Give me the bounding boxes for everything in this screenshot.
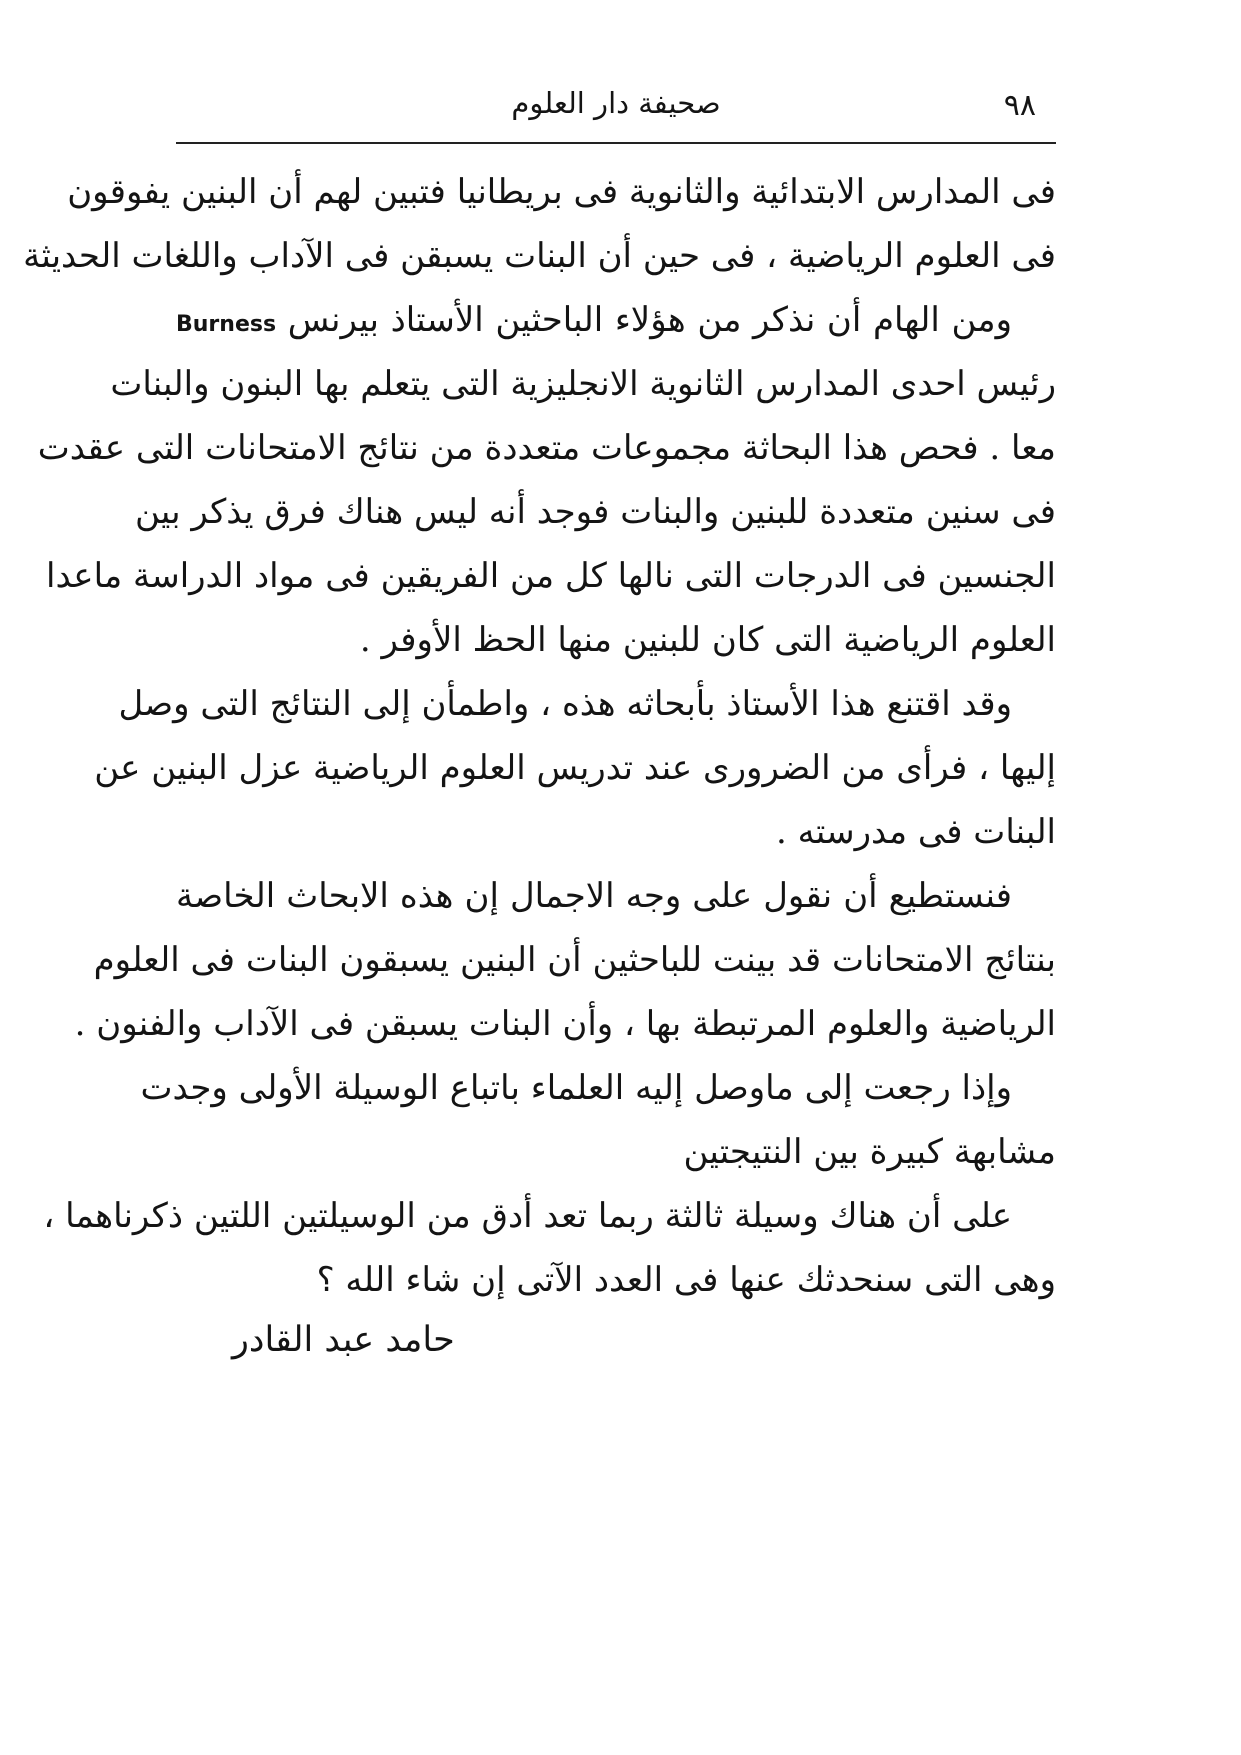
text-line: فى العلوم الرياضية ، فى حين أن البنات يسبقن فى الآداب واللغات الحديثة bbox=[23, 236, 1056, 276]
text-line: على أن هناك وسيلة ثالثة ربما تعد أدق من الوسيلتين اللتين ذكرناهما ، bbox=[43, 1196, 1012, 1236]
text-line: الجنسين فى الدرجات التى نالها كل من الفريقين فى مواد الدراسة ماعدا bbox=[46, 556, 1056, 596]
text-line: فى المدارس الابتدائية والثانوية فى بريطانيا فتبين لهم أن البنين يفوقون bbox=[67, 172, 1056, 212]
text-line: إليها ، فرأى من الضرورى عند تدريس العلوم الرياضية عزل البنين عن bbox=[94, 748, 1056, 788]
header-rule bbox=[176, 142, 1056, 144]
text-line: رئيس احدى المدارس الثانوية الانجليزية التى يتعلم بها البنون والبنات bbox=[110, 364, 1056, 404]
running-title: صحيفة دار العلوم bbox=[511, 86, 721, 120]
text-line: فى سنين متعددة للبنين والبنات فوجد أنه ليس هناك فرق يذكر بين bbox=[134, 492, 1056, 532]
page-header bbox=[176, 78, 1056, 138]
latin-name: Burness bbox=[176, 312, 277, 337]
text-line: وهى التى سنحدثك عنها فى العدد الآتى إن شاء الله ؟ bbox=[316, 1260, 1056, 1300]
text-line bbox=[176, 288, 1056, 352]
text-line: معا . فحص هذا البحاثة مجموعات متعددة من نتائج الامتحانات التى عقدت bbox=[37, 428, 1056, 468]
page-number: ٩٨ bbox=[1003, 88, 1036, 123]
text-line: بنتائج الامتحانات قد بينت للباحثين أن البنين يسبقون البنات فى العلوم bbox=[93, 940, 1056, 980]
text-line: وإذا رجعت إلى ماوصل إليه العلماء باتباع الوسيلة الأولى وجدت bbox=[140, 1068, 1012, 1108]
text-line: وقد اقتنع هذا الأستاذ بأبحاثه هذه ، واطمأن إلى النتائج التى وصل bbox=[118, 684, 1012, 724]
text-line: العلوم الرياضية التى كان للبنين منها الحظ الأوفر . bbox=[359, 620, 1056, 660]
text-line: الرياضية والعلوم المرتبطة بها ، وأن البنات يسبقن فى الآداب والفنون . bbox=[74, 1004, 1056, 1044]
text-line-arabic: ومن الهام أن نذكر من هؤلاء الباحثين الأستاذ بيرنس bbox=[287, 300, 1013, 340]
author-signature: حامد عبد القادر bbox=[232, 1320, 455, 1360]
body-text bbox=[23, 160, 1056, 1312]
text-line: البنات فى مدرسته . bbox=[776, 812, 1056, 852]
text-line: فنستطيع أن نقول على وجه الاجمال إن هذه الابحاث الخاصة bbox=[176, 876, 1012, 916]
text-line: مشابهة كبيرة بين النتيجتين bbox=[683, 1132, 1056, 1172]
